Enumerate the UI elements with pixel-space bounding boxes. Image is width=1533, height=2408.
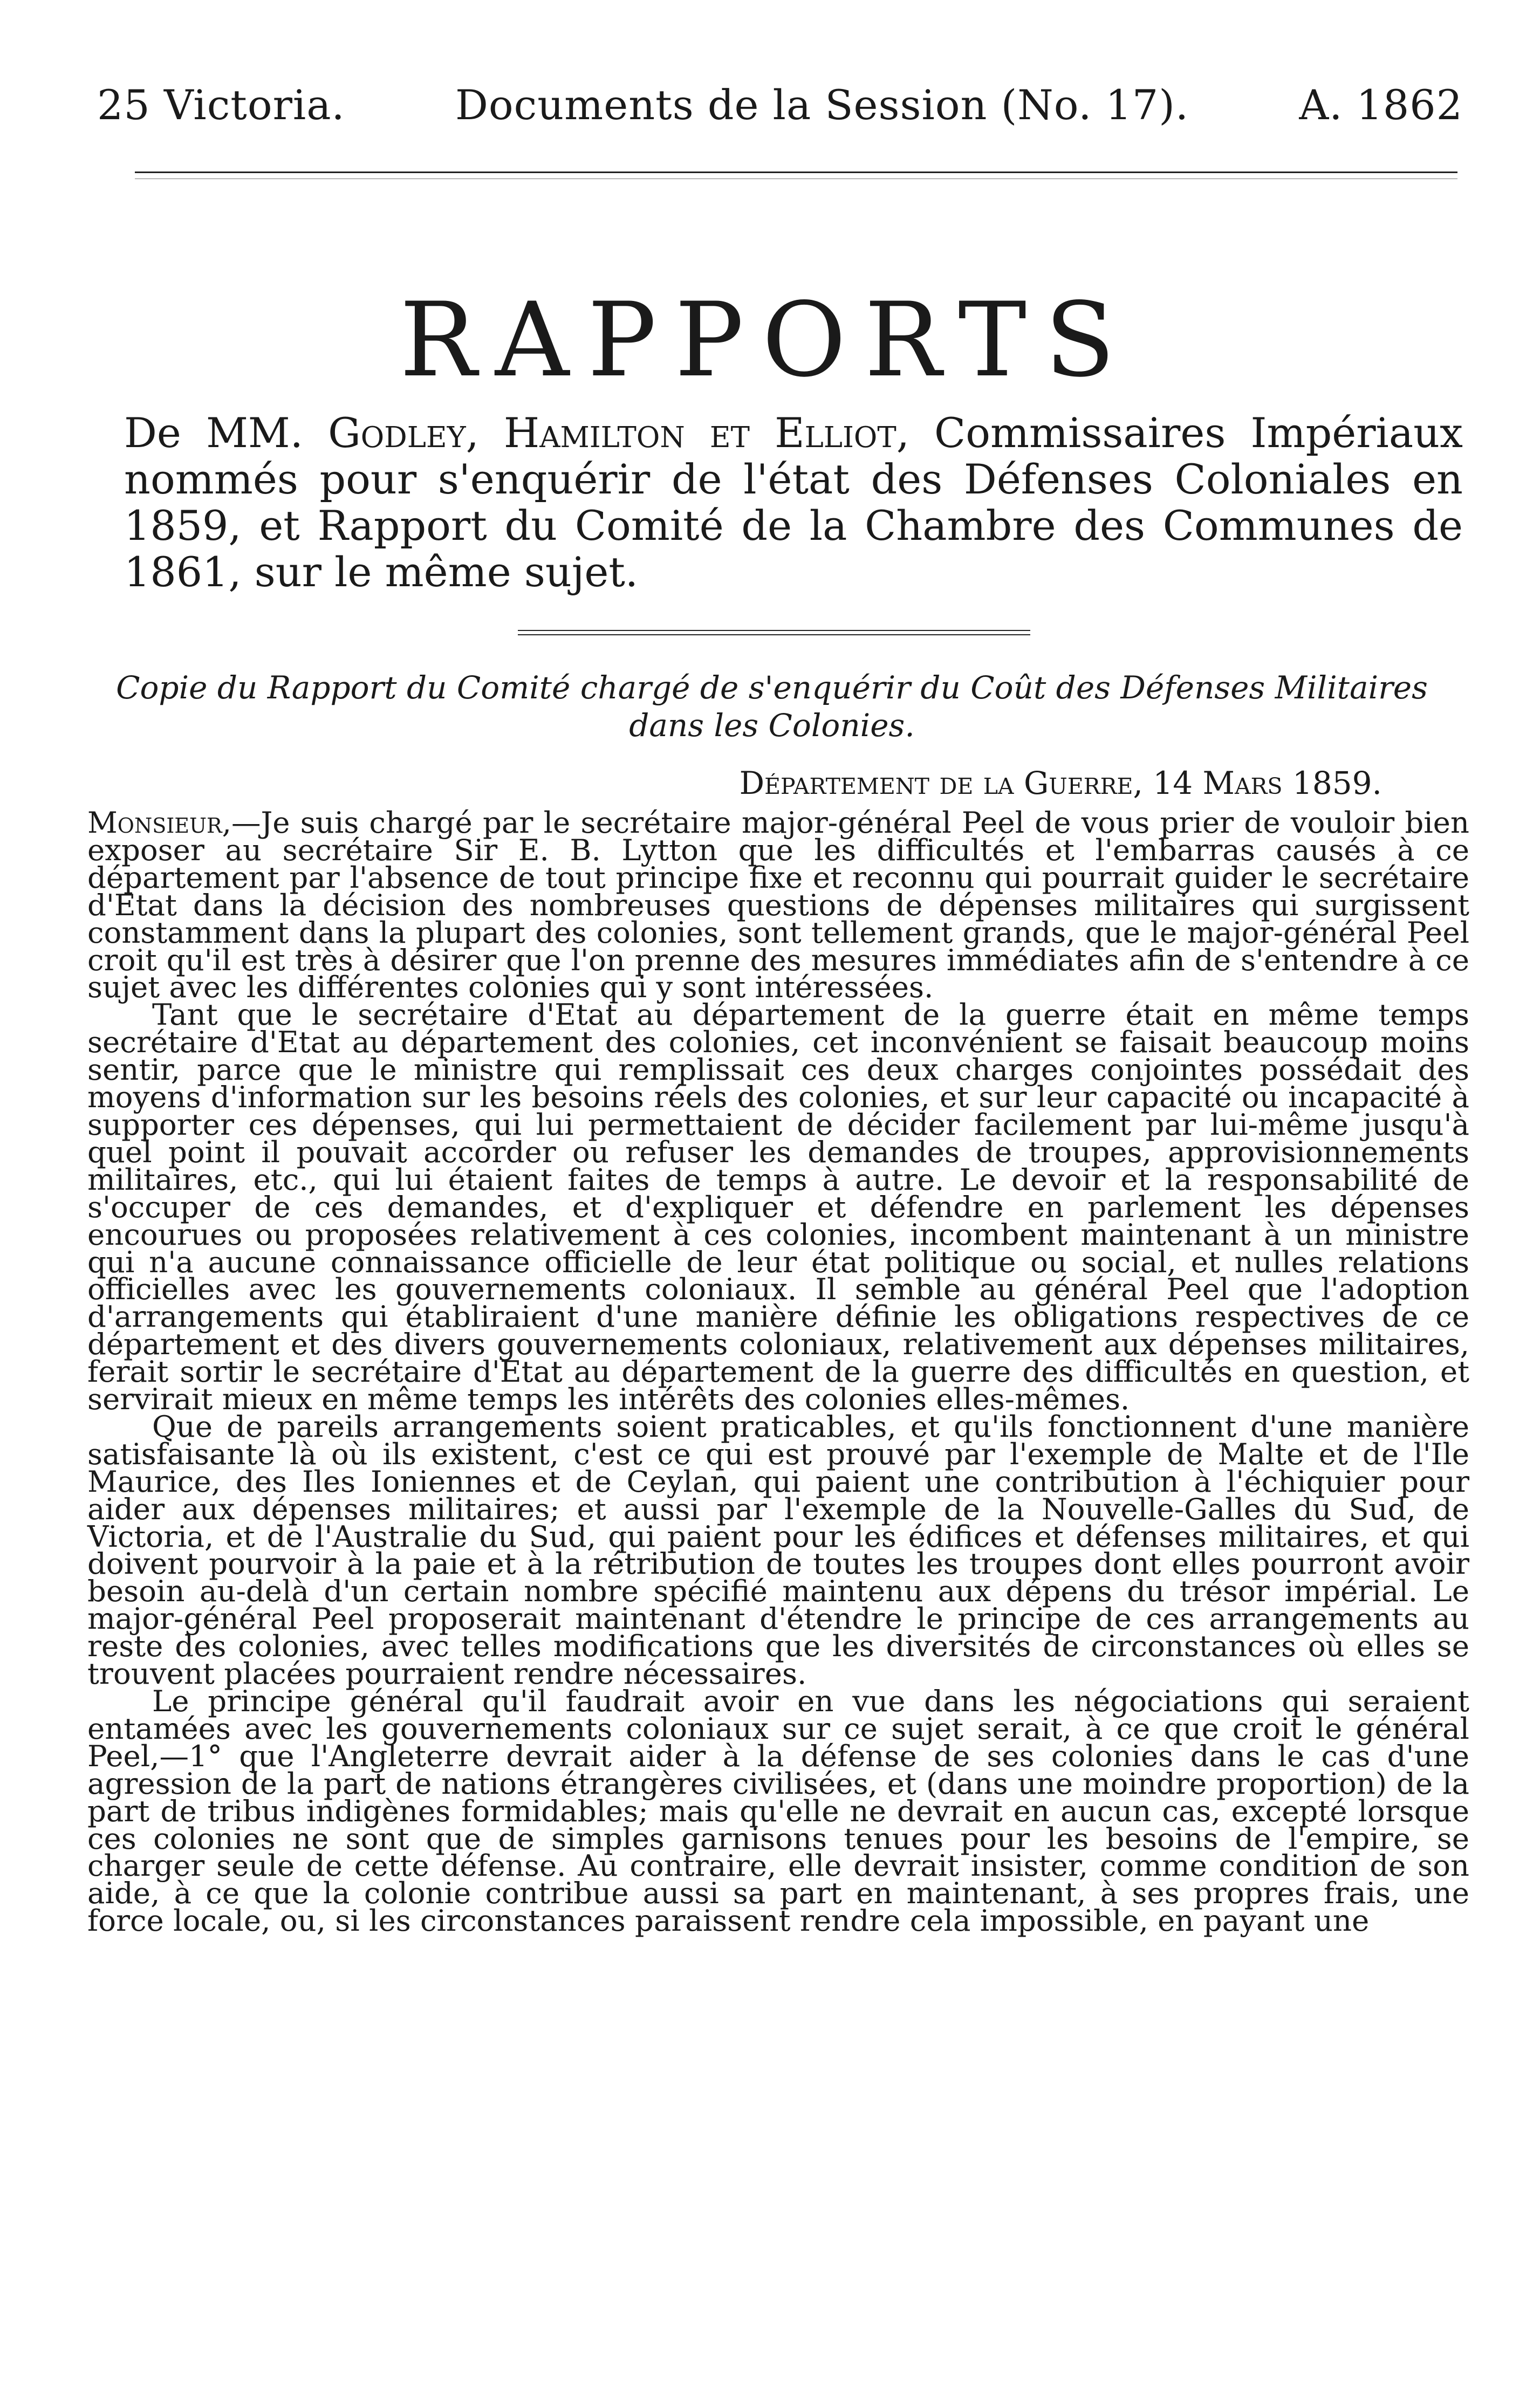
- report-heading: Copie du Rapport du Comité chargé de s'enquérir du Coût des Défenses Militaires dans les Colonies.: [116, 669, 1428, 744]
- running-header: [97, 81, 1463, 129]
- dateline: Département de la Guerre, 14 Mars 1859.: [739, 765, 1382, 801]
- header-year: A. 1862: [1299, 81, 1463, 129]
- subtitle-prefix: De MM.: [124, 409, 303, 457]
- header-rule: [135, 171, 1457, 179]
- paragraph: Tant que le secrétaire d'Etat au département de la guerre était en même temps secrétaire d'Etat au département des colonies, cet inconvénient se faisait beaucoup moins sentir, parce que le ministre qui remplissait ces deux charges conjointes possédait des moyens d'information sur les besoins réels des colonies, et sur leur capacité ou incapacité à supporter ces dépenses, qui lui permettaient de décider facilement par lui-même jusqu'à quel point il pouvait accorder ou refuser les demandes de troupes, approvisionnements militaires, etc., qui lui étaient faites de temps à autre. Le devoir et la responsabilité de s'occuper de ces demandes, et d'expliquer et défendre en parlement les dépenses encourues ou proposées relativement à ces colonies, incombent maintenant à un ministre qui n'a aucune connaissance officielle de leur état politique ou social, et nulles relations officielles avec les gouvernements coloniaux. Il semble au général Peel que l'adoption d'arrangements qui établiraient d'une manière définie les obligations respectives de ce département et des divers gouvernements coloniaux, relativement aux dépenses militaires, ferait sortir le secrétaire d'Etat au département de la guerre des difficultés en question, et servirait mieux en même temps les intérêts des colonies elles-mêmes.: [87, 997, 1469, 1417]
- header-document-title: Documents de la Session (No. 17).: [455, 81, 1189, 129]
- subtitle: [124, 410, 1463, 595]
- header-regnal-year: 25 Victoria.: [97, 81, 345, 129]
- section-rule: [518, 630, 1030, 635]
- paragraph: [87, 805, 1469, 1005]
- report-body: [87, 805, 1469, 1938]
- subtitle-names: Godley, Hamilton et Elliot,: [328, 409, 909, 457]
- page-title: RAPPORTS: [399, 280, 1134, 400]
- paragraph: Le principe général qu'il faudrait avoir en vue dans les négociations qui seraient entamées avec les gouvernements coloniaux sur ce sujet serait, à ce que croit le général Peel,—1° que l'Angleterre devrait aider à la défense de ses colonies dans le cas d'une agression de la part de nations étrangères civilisées, et (dans une moindre proportion) de la part de tribus indigènes formidables; mais qu'elle ne devrait en aucun cas, excepté lorsque ces colonies ne sont que de simples garnisons tenues pour les besoins de l'empire, se charger seule de cette défense. Au contraire, elle devrait insister, comme condition de son aide, à ce que la colonie contribue aussi sa part en maintenant, à ses propres frais, une force locale, ou, si les circonstances paraissent rendre cela impossible, en payant une: [87, 1684, 1469, 1938]
- subtitle-rest: Commissaires Impériaux nommés pour s'enquérir de l'état des Défenses Coloniales en 1859, et Rapport du Comité de la Chambre des Communes de 1861, sur le même sujet.: [124, 409, 1463, 596]
- salutation: Monsieur,: [87, 805, 231, 840]
- paragraph: Que de pareils arrangements soient praticables, et qu'ils fonctionnent d'une manière satisfaisante là où ils existent, c'est ce qui est prouvé par l'exemple de Malte et de l'Ile Maurice, des Iles Ioniennes et de Ceylan, qui paient une contribution à l'échiquier pour aider aux dépenses militaires; et aussi par l'exemple de la Nouvelle-Galles du Sud, de Victoria, et de l'Australie du Sud, qui paient pour les édifices et défenses militaires, et qui doivent pourvoir à la paie et à la rétribution de toutes les troupes dont elles pourront avoir besoin au-delà d'un certain nombre spécifié maintenu aux dépens du trésor impérial. Le major-général Peel proposerait maintenant d'étendre le principe de ces arrangements au reste des colonies, avec telles modifications que les diversités de circonstances où elles se trouvent placées pourraient rendre nécessaires.: [87, 1409, 1469, 1691]
- paragraph-text: —Je suis chargé par le secrétaire major-général Peel de vous prier de vouloir bien exposer au secrétaire Sir E. B. Lytton que les difficultés et l'embarras causés à ce département par l'absence de tout principe fixe et reconnu qui pourrait guider le secrétaire d'Etat dans la décision des nombreuses questions de dépenses militaires qui surgissent constamment dans la plupart des colonies, sont tellement grands, que le major-général Peel croit qu'il est très à désirer que l'on prenne des mesures immédiates afin de s'entendre à ce sujet avec les différentes colonies qui y sont intéressées.: [87, 805, 1469, 1005]
